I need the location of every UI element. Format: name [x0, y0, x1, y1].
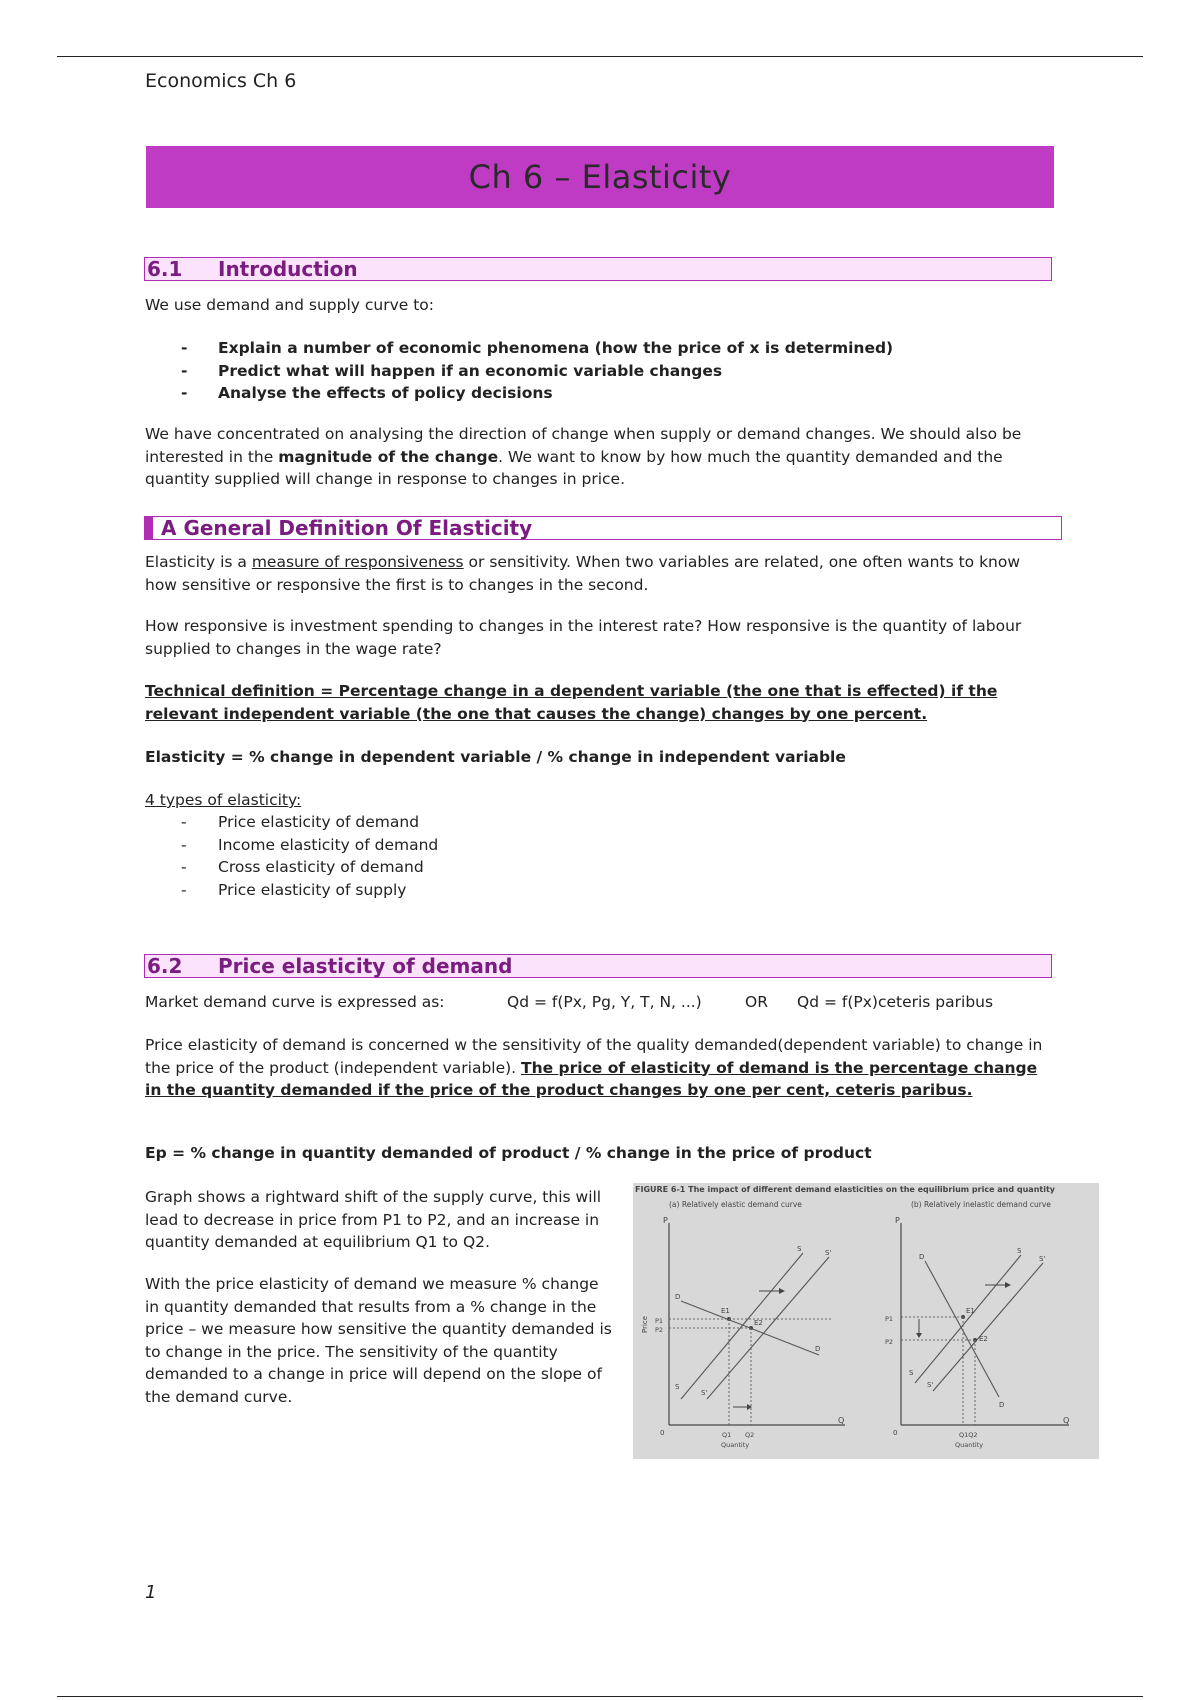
left-label-q1: Q1	[722, 1431, 732, 1439]
market-label: Market demand curve is expressed as:	[145, 993, 445, 1011]
intro-paragraph-bold: magnitude of the change	[278, 447, 499, 466]
right-price-arrow-head	[916, 1333, 922, 1338]
list-item: - Price elasticity of supply	[145, 879, 438, 902]
intro-paragraph	[145, 423, 1045, 491]
graph-explanation-1: Graph shows a rightward shift of the supply curve, this will lead to decrease in price from P1 to P2, and an increase in quantity demanded at equilibrium Q1 to Q2.	[145, 1188, 602, 1251]
left-price-label: Price	[641, 1315, 649, 1333]
section-label: Price elasticity of demand	[218, 954, 513, 978]
left-label-p2: P2	[655, 1326, 664, 1334]
right-panel-title: (b) Relatively inelastic demand curve	[911, 1200, 1051, 1209]
chapter-title: Ch 6 – Elasticity	[468, 158, 732, 196]
right-demand-d	[925, 1261, 999, 1397]
general-paragraph-1	[145, 551, 1045, 596]
market-equation-2: Qd = f(Px)ceteris paribus	[797, 993, 994, 1011]
left-label-d: D	[675, 1293, 681, 1301]
intro-bullet-list	[145, 337, 893, 405]
right-quantity-label: Quantity	[955, 1441, 984, 1449]
right-label-s: S	[909, 1369, 914, 1377]
right-label-p2: P2	[885, 1338, 894, 1346]
types-heading: 4 types of elasticity:	[145, 791, 302, 809]
header-rule	[57, 56, 1143, 57]
left-axis-p: P	[663, 1216, 668, 1225]
market-equation-1: Qd = f(Px, Pg, Y, T, N, ...)	[507, 993, 702, 1011]
right-label-s-prime: S'	[927, 1381, 934, 1389]
list-item: - Explain a number of economic phenomena (how the price of x is determined)	[145, 337, 893, 360]
right-supply-s-prime	[933, 1263, 1043, 1391]
left-label-s-prime-top: S'	[825, 1249, 832, 1257]
right-label-e1: E1	[966, 1307, 975, 1315]
general-text: Elasticity is a	[145, 553, 252, 571]
ped-paragraph	[145, 1034, 1045, 1102]
page-number: 1	[145, 1582, 157, 1603]
left-label-p1: P1	[655, 1317, 664, 1325]
right-label-e2: E2	[979, 1335, 988, 1343]
right-shift-arrow-head	[1005, 1282, 1011, 1288]
ep-formula: Ep = % change in quantity demanded of product / % change in the price of product	[145, 1144, 872, 1162]
right-label-d-end: D	[999, 1401, 1005, 1409]
right-label-p1: P1	[885, 1315, 894, 1323]
right-label-d: D	[919, 1253, 925, 1261]
right-label-s-prime-top: S'	[1039, 1255, 1046, 1263]
right-axis-p: P	[895, 1216, 900, 1225]
figure-svg	[633, 1183, 1099, 1459]
left-label-s-top: S	[797, 1245, 802, 1253]
figure-caption: FIGURE 6-1 The impact of different demand elasticities on the equilibrium price and quantity	[635, 1185, 1055, 1194]
section-label: A General Definition Of Elasticity	[161, 516, 533, 540]
intro-lead: We use demand and supply curve to:	[145, 296, 435, 314]
right-supply-s	[915, 1255, 1021, 1383]
chapter-title-bar	[146, 146, 1054, 208]
elasticity-formula: Elasticity = % change in dependent variable / % change in independent variable	[145, 748, 846, 766]
left-axis-zero: 0	[660, 1429, 665, 1437]
footer-rule	[57, 1696, 1143, 1697]
section-heading-price-elasticity	[144, 954, 1052, 978]
left-label-s: S	[675, 1383, 680, 1391]
left-label-q2: Q2	[745, 1431, 755, 1439]
left-axis-q: Q	[838, 1416, 845, 1425]
intro-paragraph-text: We have concentrated on analysing the direction of change when supply or demand changes. We should also be interested in the	[145, 425, 1022, 466]
right-label-q1q2: Q1Q2	[959, 1431, 978, 1439]
right-axis-q: Q	[1063, 1416, 1070, 1425]
left-label-d-end: D	[815, 1345, 821, 1353]
general-text-end: or sensitivity. When two variables are related, one often wants to know how sensitive or responsive the first is to changes in the second.	[145, 553, 1021, 594]
left-label-e1: E1	[721, 1307, 730, 1315]
left-quantity-label: Quantity	[721, 1441, 750, 1449]
right-axis-zero: 0	[893, 1429, 898, 1437]
left-label-e2: E2	[754, 1319, 763, 1327]
ped-text: Price elasticity of demand is concerned w the sensitivity of the quality demanded(dependent variable) to change in the price of the product (independent variable).	[145, 1036, 1043, 1077]
document-header: Economics Ch 6	[145, 70, 297, 92]
elasticity-types-list	[145, 811, 438, 901]
list-item: - Predict what will happen if an economic variable changes	[145, 360, 893, 383]
left-label-s-prime: S'	[701, 1389, 708, 1397]
left-shift-arrow-head	[779, 1288, 785, 1294]
heading-accent-bar	[145, 517, 153, 539]
market-or: OR	[745, 993, 768, 1011]
left-panel-title: (a) Relatively elastic demand curve	[669, 1200, 802, 1209]
section-heading-general-definition	[144, 516, 1062, 540]
list-item: - Analyse the effects of policy decisions	[145, 382, 893, 405]
elasticity-figure	[633, 1183, 1099, 1459]
section-label: Introduction	[218, 257, 358, 281]
section-number: 6.2	[147, 954, 183, 978]
ped-definition: The price of elasticity of demand is the percentage change in the quantity demanded if the price of the product changes by one per cent, ceteris paribus.	[145, 1058, 1038, 1099]
general-paragraph-2: How responsive is investment spending to changes in the interest rate? How responsive is the quantity of labour supplied to changes in the wage rate?	[145, 617, 1022, 658]
technical-definition: Technical definition = Percentage change in a dependent variable (the one that is effected) if the relevant independent variable (the one that causes the change) changes by one percent.	[145, 682, 998, 723]
graph-explanation-2: With the price elasticity of demand we measure % change in quantity demanded that results from a % change in the price – we measure how sensitive the quantity demanded is to change in the price. The sensitivity of the quantity demanded to a change in price will depend on the slope of the demand curve.	[145, 1275, 612, 1406]
intro-paragraph-text-end: . We want to know by how much the quantity demanded and the quantity supplied will change in response to changes in price.	[145, 447, 1003, 488]
right-label-s-top: S	[1017, 1247, 1022, 1255]
general-underlined-term: measure of responsiveness	[251, 553, 464, 571]
list-item: - Price elasticity of demand	[145, 811, 438, 834]
list-item: - Income elasticity of demand	[145, 834, 438, 857]
market-demand-expression	[145, 991, 1065, 1014]
section-number: 6.1	[147, 257, 183, 281]
left-supply-s	[681, 1253, 803, 1399]
section-heading-introduction	[144, 257, 1052, 281]
list-item: - Cross elasticity of demand	[145, 856, 438, 879]
